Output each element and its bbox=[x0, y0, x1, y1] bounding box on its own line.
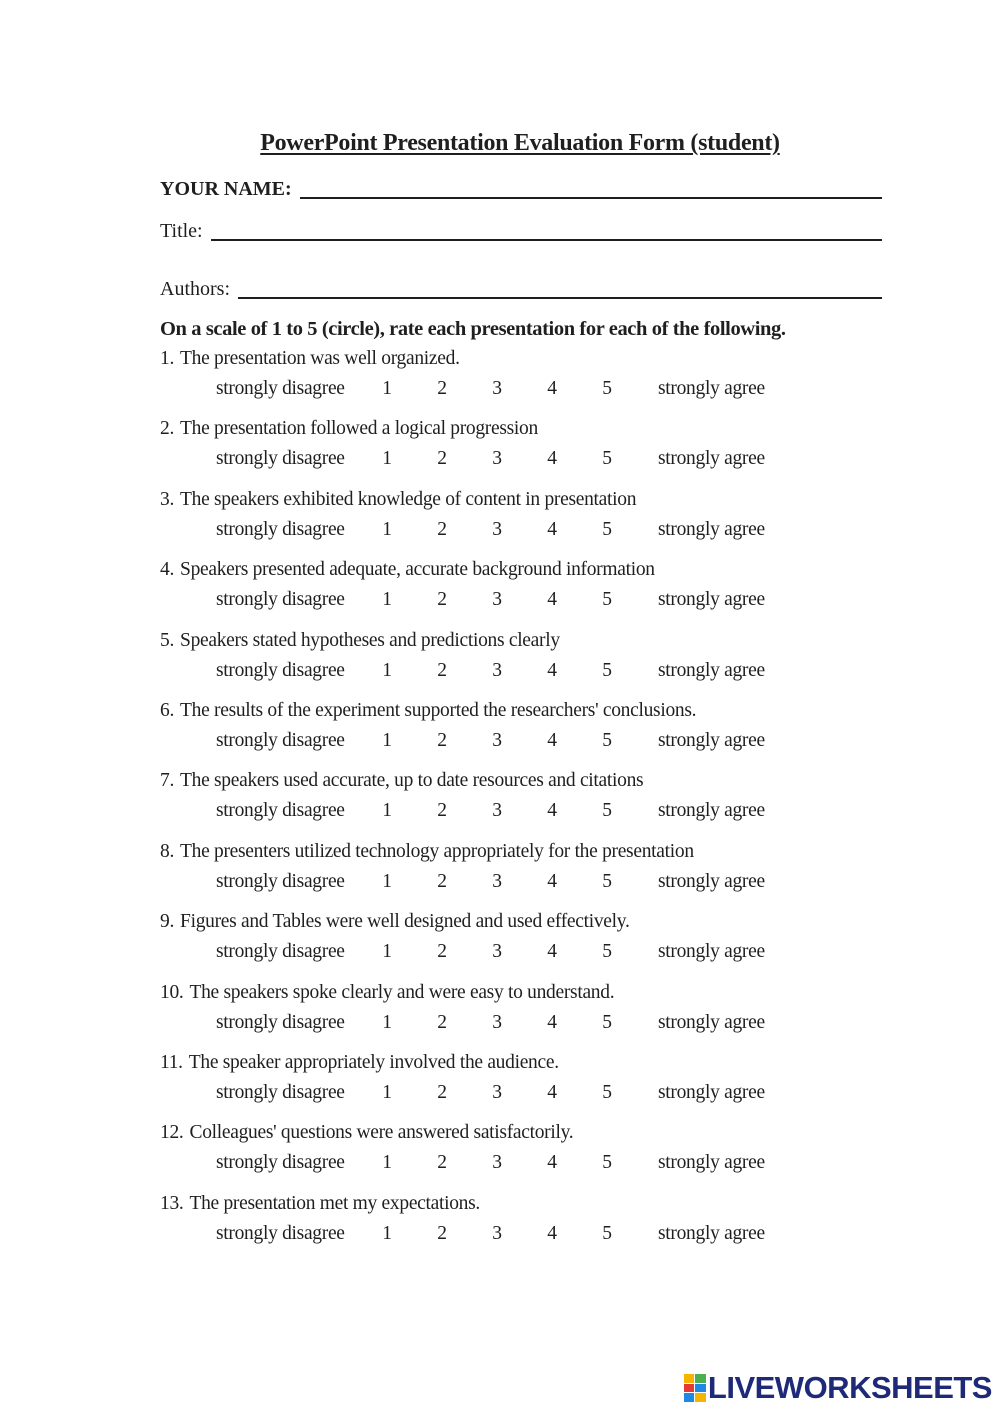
rating-option-4[interactable]: 4 bbox=[547, 659, 557, 681]
rating-option-3[interactable]: 3 bbox=[492, 589, 502, 611]
rating-option-5[interactable]: 5 bbox=[602, 518, 612, 540]
question-statement: Colleagues' questions were answered satisfactorily. bbox=[189, 1122, 574, 1144]
question-number: 5. bbox=[160, 629, 175, 651]
question-item bbox=[160, 416, 920, 486]
rating-option-5[interactable]: 5 bbox=[602, 448, 612, 470]
question-item bbox=[160, 1050, 920, 1120]
rating-scale bbox=[160, 660, 920, 686]
scale-high-label: strongly agree bbox=[658, 800, 765, 822]
question-list bbox=[160, 346, 920, 1261]
rating-option-2[interactable]: 2 bbox=[437, 870, 447, 892]
rating-option-4[interactable]: 4 bbox=[547, 1011, 557, 1033]
rating-scale bbox=[160, 448, 920, 474]
liveworksheets-logo-icon bbox=[684, 1374, 706, 1402]
question-text bbox=[160, 700, 696, 722]
rating-option-1[interactable]: 1 bbox=[382, 378, 392, 399]
rating-option-4[interactable]: 4 bbox=[547, 589, 557, 611]
rating-option-1[interactable]: 1 bbox=[382, 1081, 392, 1103]
rating-option-2[interactable]: 2 bbox=[437, 1222, 447, 1244]
rating-option-5[interactable]: 5 bbox=[602, 800, 612, 822]
scale-low-label: strongly disagree bbox=[216, 1011, 345, 1033]
rating-option-5[interactable]: 5 bbox=[602, 941, 612, 963]
scale-high-label: strongly agree bbox=[658, 448, 765, 470]
rating-scale bbox=[160, 589, 920, 615]
question-statement: The speakers exhibited knowledge of content in presentation bbox=[180, 488, 637, 510]
rating-option-4[interactable]: 4 bbox=[547, 870, 557, 892]
rating-option-1[interactable]: 1 bbox=[382, 941, 392, 963]
scale-low-label: strongly disagree bbox=[216, 941, 345, 963]
rating-scale bbox=[160, 1082, 920, 1108]
question-text bbox=[160, 559, 655, 581]
question-item bbox=[160, 346, 920, 416]
question-item bbox=[160, 487, 920, 557]
question-number: 12. bbox=[160, 1122, 184, 1144]
scale-low-label: strongly disagree bbox=[216, 729, 345, 751]
rating-option-1[interactable]: 1 bbox=[382, 1222, 392, 1244]
rating-option-5[interactable]: 5 bbox=[602, 870, 612, 892]
question-item bbox=[160, 768, 920, 838]
rating-option-1[interactable]: 1 bbox=[382, 800, 392, 822]
title-input-line[interactable] bbox=[211, 221, 882, 241]
question-number: 10. bbox=[160, 981, 184, 1003]
rating-option-3[interactable]: 3 bbox=[492, 941, 502, 963]
rating-option-3[interactable]: 3 bbox=[492, 800, 502, 822]
rating-option-2[interactable]: 2 bbox=[437, 589, 447, 611]
question-statement: Speakers stated hypotheses and predictions clearly bbox=[180, 629, 560, 651]
question-item bbox=[160, 1120, 920, 1190]
rating-scale bbox=[160, 1223, 920, 1249]
question-text bbox=[160, 418, 538, 440]
rating-option-4[interactable]: 4 bbox=[547, 448, 557, 470]
question-statement: The presentation followed a logical progression bbox=[180, 418, 538, 440]
rating-scale bbox=[160, 378, 920, 404]
title-field bbox=[160, 220, 882, 243]
scale-low-label: strongly disagree bbox=[216, 659, 345, 681]
scale-high-label: strongly agree bbox=[658, 1081, 765, 1103]
rating-option-4[interactable]: 4 bbox=[547, 1081, 557, 1103]
rating-option-1[interactable]: 1 bbox=[382, 589, 392, 611]
question-statement: The results of the experiment supported the researchers' conclusions. bbox=[180, 699, 697, 721]
question-number: 7. bbox=[160, 770, 175, 792]
scale-low-label: strongly disagree bbox=[216, 518, 345, 540]
rating-option-2[interactable]: 2 bbox=[437, 1152, 447, 1174]
rating-option-1[interactable]: 1 bbox=[382, 729, 392, 751]
rating-scale bbox=[160, 1152, 920, 1178]
question-statement: The speakers used accurate, up to date resources and citations bbox=[180, 770, 644, 792]
rating-option-5[interactable]: 5 bbox=[602, 1152, 612, 1174]
rating-option-4[interactable]: 4 bbox=[547, 1152, 557, 1174]
rating-option-3[interactable]: 3 bbox=[492, 1222, 502, 1244]
rating-option-3[interactable]: 3 bbox=[492, 729, 502, 751]
rating-option-1[interactable]: 1 bbox=[382, 659, 392, 681]
scale-low-label: strongly disagree bbox=[216, 870, 345, 892]
authors-label: Authors: bbox=[160, 278, 230, 300]
scale-high-label: strongly agree bbox=[658, 941, 765, 963]
question-statement: The speakers spoke clearly and were easy to understand. bbox=[189, 981, 615, 1003]
question-number: 4. bbox=[160, 559, 175, 581]
rating-option-2[interactable]: 2 bbox=[437, 1011, 447, 1033]
question-text bbox=[160, 770, 643, 792]
question-item bbox=[160, 909, 920, 979]
question-statement: The speaker appropriately involved the audience. bbox=[188, 1051, 559, 1073]
rating-option-3[interactable]: 3 bbox=[492, 518, 502, 540]
rating-option-4[interactable]: 4 bbox=[547, 518, 557, 540]
rating-option-5[interactable]: 5 bbox=[602, 729, 612, 751]
question-text bbox=[160, 489, 636, 511]
question-item bbox=[160, 839, 920, 909]
question-item bbox=[160, 1191, 920, 1261]
scale-high-label: strongly agree bbox=[658, 1011, 765, 1033]
rating-option-4[interactable]: 4 bbox=[547, 729, 557, 751]
scale-high-label: strongly agree bbox=[658, 1222, 765, 1244]
question-text bbox=[160, 630, 560, 652]
authors-input-line[interactable] bbox=[238, 279, 882, 299]
question-text bbox=[160, 982, 614, 1004]
scale-high-label: strongly agree bbox=[658, 729, 765, 751]
scale-low-label: strongly disagree bbox=[216, 1081, 345, 1103]
scale-high-label: strongly agree bbox=[658, 378, 765, 399]
rating-option-1[interactable]: 1 bbox=[382, 518, 392, 540]
question-statement: The presentation was well organized. bbox=[180, 348, 460, 369]
rating-option-1[interactable]: 1 bbox=[382, 870, 392, 892]
rating-option-2[interactable]: 2 bbox=[437, 729, 447, 751]
scale-low-label: strongly disagree bbox=[216, 1222, 345, 1244]
question-number: 11. bbox=[160, 1051, 183, 1073]
rating-option-5[interactable]: 5 bbox=[602, 589, 612, 611]
scale-low-label: strongly disagree bbox=[216, 800, 345, 822]
question-number: 2. bbox=[160, 418, 175, 440]
your-name-input-line[interactable] bbox=[300, 179, 882, 199]
rating-option-1[interactable]: 1 bbox=[382, 1011, 392, 1033]
question-item bbox=[160, 980, 920, 1050]
rating-option-3[interactable]: 3 bbox=[492, 1152, 502, 1174]
question-number: 13. bbox=[160, 1192, 184, 1214]
rating-option-2[interactable]: 2 bbox=[437, 448, 447, 470]
question-statement: The presentation met my expectations. bbox=[189, 1192, 480, 1214]
rating-scale bbox=[160, 941, 920, 967]
question-number: 8. bbox=[160, 840, 175, 862]
rating-option-4[interactable]: 4 bbox=[547, 1222, 557, 1244]
question-item bbox=[160, 557, 920, 627]
instructions: On a scale of 1 to 5 (circle), rate each presentation for each of the following. bbox=[160, 318, 786, 340]
question-number: 3. bbox=[160, 488, 175, 510]
authors-field bbox=[160, 278, 882, 301]
rating-option-3[interactable]: 3 bbox=[492, 659, 502, 681]
scale-high-label: strongly agree bbox=[658, 1152, 765, 1174]
rating-option-5[interactable]: 5 bbox=[602, 1222, 612, 1244]
question-text bbox=[160, 911, 630, 933]
rating-option-5[interactable]: 5 bbox=[602, 1011, 612, 1033]
scale-high-label: strongly agree bbox=[658, 870, 765, 892]
rating-scale bbox=[160, 871, 920, 897]
scale-high-label: strongly agree bbox=[658, 659, 765, 681]
question-number: 1. bbox=[160, 348, 175, 369]
rating-option-2[interactable]: 2 bbox=[437, 518, 447, 540]
rating-option-2[interactable]: 2 bbox=[437, 800, 447, 822]
title-label: Title: bbox=[160, 220, 203, 242]
rating-option-4[interactable]: 4 bbox=[547, 941, 557, 963]
rating-option-4[interactable]: 4 bbox=[547, 800, 557, 822]
scale-high-label: strongly agree bbox=[658, 518, 765, 540]
rating-option-2[interactable]: 2 bbox=[437, 1081, 447, 1103]
rating-option-1[interactable]: 1 bbox=[382, 1152, 392, 1174]
rating-option-2[interactable]: 2 bbox=[437, 659, 447, 681]
scale-low-label: strongly disagree bbox=[216, 1152, 345, 1174]
question-statement: The presenters utilized technology appropriately for the presentation bbox=[180, 840, 694, 862]
rating-option-5[interactable]: 5 bbox=[602, 378, 612, 399]
question-item bbox=[160, 628, 920, 698]
rating-scale bbox=[160, 519, 920, 545]
scale-low-label: strongly disagree bbox=[216, 589, 345, 611]
scale-low-label: strongly disagree bbox=[216, 378, 345, 399]
rating-option-5[interactable]: 5 bbox=[602, 1081, 612, 1103]
question-statement: Speakers presented adequate, accurate background information bbox=[180, 559, 655, 581]
question-number: 9. bbox=[160, 911, 175, 933]
page-title: PowerPoint Presentation Evaluation Form (student) bbox=[260, 130, 780, 156]
question-text bbox=[160, 1193, 480, 1215]
question-text bbox=[160, 1122, 573, 1144]
rating-option-3[interactable]: 3 bbox=[492, 1011, 502, 1033]
rating-scale bbox=[160, 800, 920, 826]
rating-option-3[interactable]: 3 bbox=[492, 870, 502, 892]
watermark-text: LIVEWORKSHEETS bbox=[707, 1370, 992, 1405]
rating-option-2[interactable]: 2 bbox=[437, 941, 447, 963]
question-item bbox=[160, 698, 920, 768]
your-name-field bbox=[160, 178, 882, 201]
rating-scale bbox=[160, 1012, 920, 1038]
rating-option-5[interactable]: 5 bbox=[602, 659, 612, 681]
question-text bbox=[160, 348, 460, 370]
rating-option-3[interactable]: 3 bbox=[492, 448, 502, 470]
rating-option-3[interactable]: 3 bbox=[492, 378, 502, 399]
liveworksheets-watermark bbox=[684, 1371, 992, 1405]
question-statement: Figures and Tables were well designed and used effectively. bbox=[180, 911, 630, 933]
question-text bbox=[160, 1052, 559, 1074]
rating-option-1[interactable]: 1 bbox=[382, 448, 392, 470]
your-name-label: YOUR NAME: bbox=[160, 178, 292, 200]
rating-scale bbox=[160, 730, 920, 756]
question-number: 6. bbox=[160, 699, 175, 721]
rating-option-4[interactable]: 4 bbox=[547, 378, 557, 399]
scale-high-label: strongly agree bbox=[658, 589, 765, 611]
rating-option-3[interactable]: 3 bbox=[492, 1081, 502, 1103]
scale-low-label: strongly disagree bbox=[216, 448, 345, 470]
rating-option-2[interactable]: 2 bbox=[437, 378, 447, 399]
question-text bbox=[160, 841, 694, 863]
